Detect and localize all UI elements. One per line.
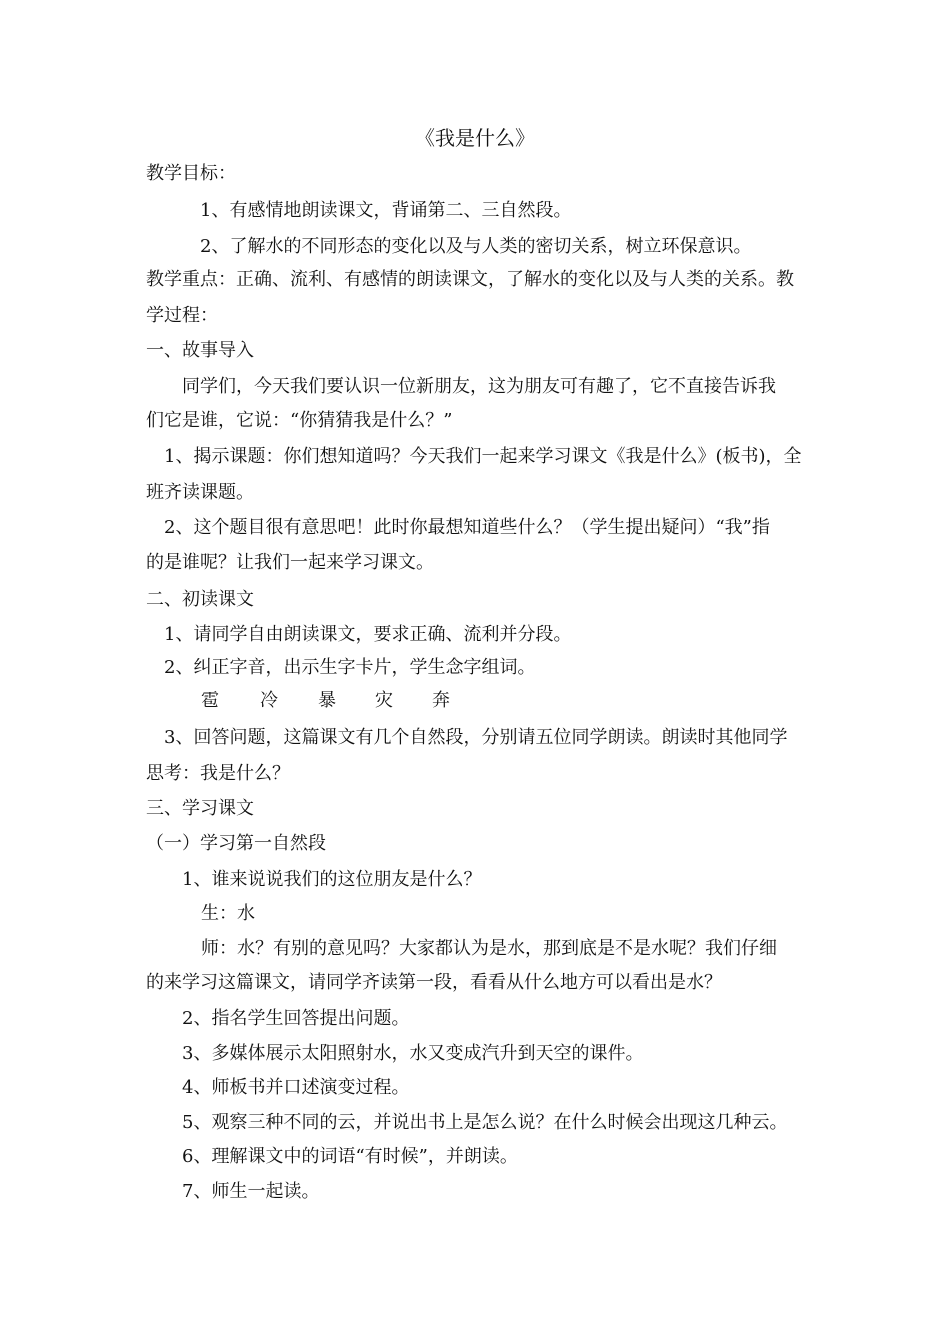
s1-item2-line-1: 2、这个题目很有意思吧！此时你最想知道些什么？（学生提出疑问）“我”指 [164,517,770,538]
s2-item3-line-2: 思考：我是什么？ [146,763,290,784]
s1-item1-line-1: 1、揭示课题：你们想知道吗？今天我们一起来学习课文《我是什么》(板书)，全 [164,446,802,467]
new-char-5: 奔 [432,690,450,711]
section-heading-3: 三、学习课文 [146,798,254,819]
student-answer: 生：水 [201,903,255,924]
new-char-3: 暴 [318,690,336,711]
s3-item-2: 2、指名学生回答提出问题。 [182,1008,410,1029]
new-char-4: 灾 [375,690,393,711]
new-char-1: 雹 [201,690,219,711]
s3-item-1: 1、谁来说说我们的这位朋友是什么？ [182,869,482,890]
s3-item-6: 6、理解课文中的词语“有时候”，并朗读。 [182,1146,518,1167]
s2-item-1: 1、请同学自由朗读课文，要求正确、流利并分段。 [164,624,572,645]
intro-paragraph-line-1: 同学们，今天我们要认识一位新朋友，这为朋友可有趣了，它不直接告诉我 [182,376,776,397]
goal-item-1: 1、有感情地朗读课文，背诵第二、三自然段。 [200,200,572,221]
s1-item2-line-2: 的是谁呢？让我们一起来学习课文。 [146,552,434,573]
section-heading-1: 一、故事导入 [146,340,254,361]
intro-paragraph-line-2: 们它是谁，它说：“你猜猜我是什么？” [146,410,453,431]
document-title: 《我是什么》 [415,126,535,150]
goal-item-2: 2、了解水的不同形态的变化以及与人类的密切关系，树立环保意识。 [200,236,752,257]
section-heading-2: 二、初读课文 [146,589,254,610]
focus-line-2: 学过程： [146,305,218,326]
s1-item1-line-2: 班齐读课题。 [146,482,254,503]
s3-item-3: 3、多媒体展示太阳照射水，水又变成汽升到天空的课件。 [182,1043,644,1064]
teacher-line-2: 的来学习这篇课文，请同学齐读第一段，看看从什么地方可以看出是水？ [146,972,722,993]
s3-item-5: 5、观察三种不同的云，并说出书上是怎么说？在什么时候会出现这几种云。 [182,1112,788,1133]
s2-item-2: 2、纠正字音，出示生字卡片，学生念字组词。 [164,657,536,678]
s3-item-4: 4、师板书并口述演变过程。 [182,1077,410,1098]
s2-item3-line-1: 3、回答问题，这篇课文有几个自然段，分别请五位同学朗读。朗读时其他同学 [164,727,788,748]
teacher-line-1: 师：水？有别的意见吗？大家都认为是水，那到底是不是水呢？我们仔细 [201,938,777,959]
focus-line-1: 教学重点：正确、流利、有感情的朗读课文，了解水的变化以及与人类的关系。教 [146,269,794,290]
s3-item-7: 7、师生一起读。 [182,1181,320,1202]
subsection-heading-1: （一）学习第一自然段 [146,833,326,854]
new-char-2: 冷 [260,690,278,711]
goals-heading: 教学目标： [146,163,236,184]
